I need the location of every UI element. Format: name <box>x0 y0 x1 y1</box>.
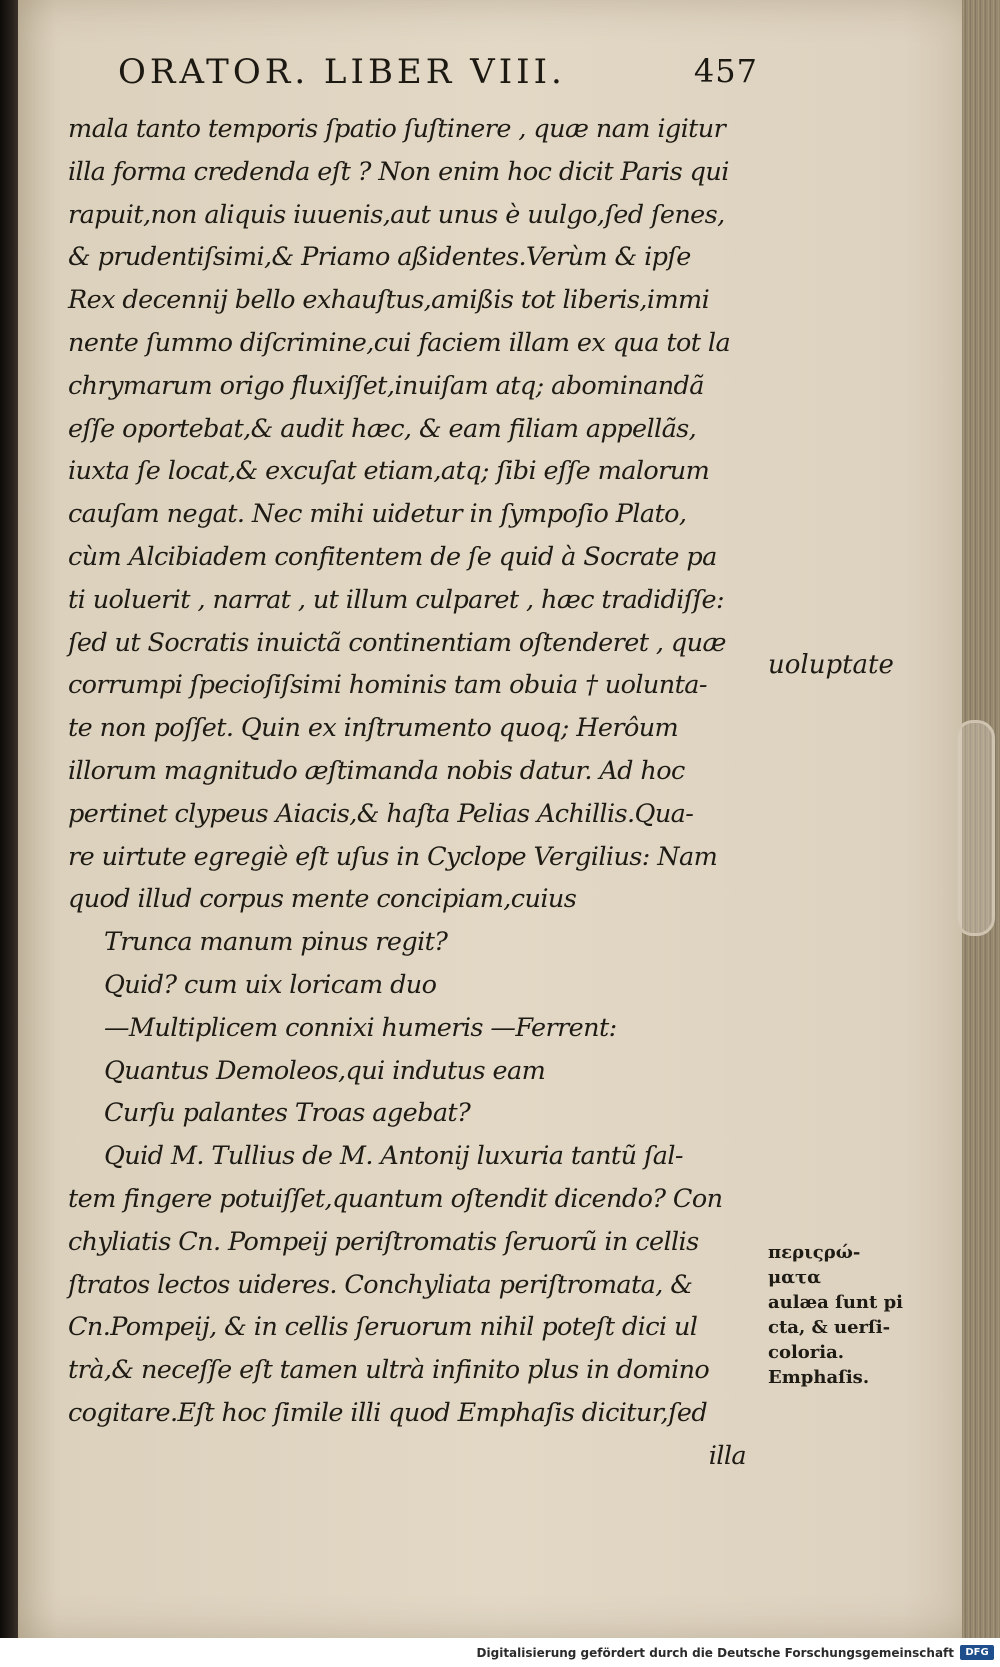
text-line: tem fingere potuiſſet,quantum oſtendit dicendo? Con <box>68 1183 723 1214</box>
text-line: nente ſummo diſcrimine,cui faciem illam ex qua tot la <box>68 327 731 358</box>
marginal-line: cta, & uerſi- <box>768 1317 891 1338</box>
verse-line: Curſu palantes Troas agebat? <box>104 1098 471 1129</box>
main-text-block <box>68 108 758 1478</box>
marginal-note-peristromata <box>768 1240 908 1390</box>
marginal-line: aulæa ſunt pi <box>768 1292 903 1313</box>
text-line: rapuit,non aliquis iuuenis,aut unus è uulgo,ſed ſenes, <box>68 199 725 230</box>
text-line: quod illud corpus mente concipiam,cuius <box>68 884 577 915</box>
text-line: re uirtute egregiè eſt uſus in Cyclope Vergilius: Nam <box>68 841 718 872</box>
marginal-line: περιςρώ- <box>768 1242 861 1263</box>
marginal-note-voluptate: uoluptate <box>768 650 894 680</box>
text-line: cogitare.Eſt hoc ſimile illi quod Emphaſis dicitur,ſed <box>68 1397 708 1428</box>
text-line: pertinet clypeus Aiacis,& haſta Pelias Achillis.Qua- <box>68 798 694 829</box>
marginal-line: ματα <box>768 1267 821 1288</box>
dfg-logo: DFG <box>960 1645 994 1660</box>
running-title: ORATOR. LIBER VIII. <box>118 52 566 92</box>
text-line: illa forma credenda eſt ? Non enim hoc dicit Paris qui <box>68 156 729 187</box>
text-line: iuxta ſe locat,& excuſat etiam,atq; ſibi eſſe malorum <box>68 456 710 487</box>
text-line: & prudentiſsimi,& Priamo aßidentes.Verùm & ipſe <box>68 242 691 273</box>
running-header <box>118 52 758 102</box>
text-line: mala tanto temporis ſpatio ſuſtinere , quæ nam igitur <box>68 114 726 144</box>
marginal-line: Emphaſis. <box>768 1367 870 1388</box>
text-line: trà,& neceſſe eſt tamen ultrà infinito plus in domino <box>68 1355 710 1386</box>
verse-line: Trunca manum pinus regit? <box>104 927 448 958</box>
marginal-line: coloria. <box>768 1342 845 1363</box>
text-line: chyliatis Cn. Pompeij periſtromatis ſeruorũ in cellis <box>68 1226 699 1257</box>
text-line: cauſam negat. Nec mihi uidetur in ſympoſio Plato, <box>68 499 687 530</box>
catchword: illa <box>708 1440 746 1471</box>
text-line: cùm Alcibiadem confitentem de ſe quid à Socrate pa <box>68 541 717 572</box>
text-line: ſed ut Socratis inuictã continentiam oſtenderet , quæ <box>68 627 726 658</box>
verse-line: Quid? cum uix loricam duo <box>104 969 437 1000</box>
book-clasp <box>955 720 995 936</box>
text-line: eſſe oportebat,& audit hæc, & eam filiam appellãs, <box>68 413 697 444</box>
book-page <box>18 0 980 1638</box>
text-line: Cn.Pompeij, & in cellis ſeruorum nihil poteſt dici ul <box>68 1312 698 1343</box>
verse-line: Quantus Demoleos,qui indutus eam <box>104 1055 546 1086</box>
text-line: Quid M. Tullius de M. Antonij luxuria tantũ ſal- <box>104 1141 683 1172</box>
text-line: te non poſſet. Quin ex inſtrumento quoq; Herôum <box>68 713 679 744</box>
funding-credit: Digitalisierung gefördert durch die Deutsche Forschungsgemeinschaft <box>476 1646 954 1660</box>
verse-line: —Multiplicem connixi humeris —Ferrent: <box>104 1012 617 1043</box>
text-line: ſtratos lectos uideres. Conchyliata periſtromata, & <box>68 1269 693 1300</box>
text-line: ti uoluerit , narrat , ut illum culparet , hæc tradidiſſe: <box>68 584 724 615</box>
text-line: corrumpi ſpecioſiſsimi hominis tam obuia † uolunta- <box>68 670 707 701</box>
digitization-footer <box>0 1638 1000 1667</box>
text-line: Rex decennij bello exhauſtus,amißis tot liberis,immi <box>68 285 710 316</box>
text-line: illorum magnitudo æſtimanda nobis datur. Ad hoc <box>68 755 685 786</box>
page-number: 457 <box>693 52 758 90</box>
text-line: chrymarum origo fluxiſſet,inuiſam atq; abominandã <box>68 370 704 401</box>
